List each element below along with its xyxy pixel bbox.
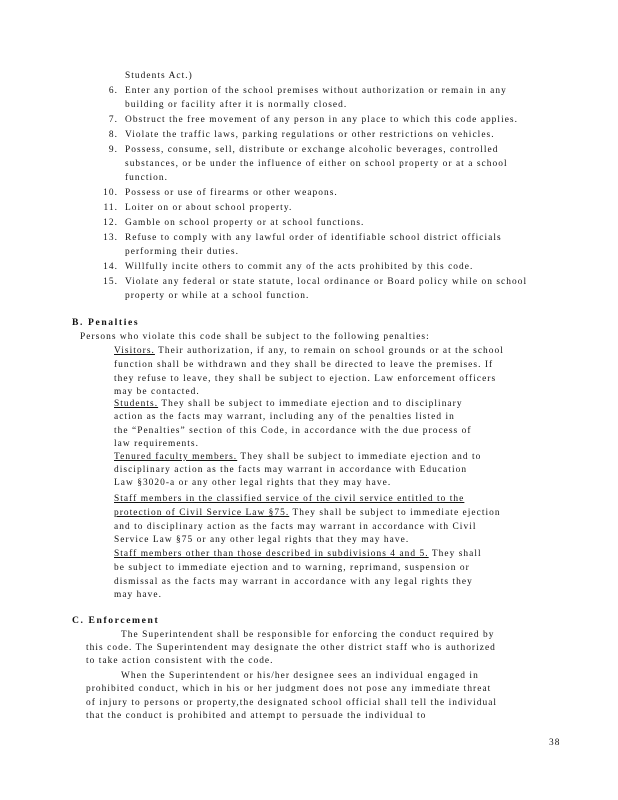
list-item-text: property or while at a school function. [125,291,310,301]
penalty-text: and to disciplinary action as the facts may warrant in accordance with Civil [114,522,477,532]
penalty-text: action as the facts may warrant, including any of the penalties listed in [114,412,455,422]
enforcement-text: The Superintendent shall be responsible for enforcing the conduct required by [121,630,495,640]
list-item-text: Willfully incite others to commit any of the acts prohibited by this code. [125,262,474,272]
penalties-heading: B. Penalties [72,317,140,328]
penalty-text-rest: They shall be subject to immediate ejection and to [237,452,482,462]
enforcement-text: of injury to persons or property,the designated school official shall tell the individual [86,698,498,708]
penalty-text [114,345,504,357]
page-number: 38 [549,738,561,748]
penalty-text: dismissal as the facts may warrant in accordance with any legal rights they [114,577,473,587]
penalty-term: Students. [114,399,159,409]
penalty-text [114,451,481,463]
list-item-number: 9. [108,145,118,155]
list-item-text: substances, or be under the influence of either on school property or at a school [125,159,508,169]
penalty-text-rest: They shall be subject to immediate ejection and to disciplinary [158,399,463,409]
list-item-number: 8. [108,130,118,140]
penalty-text-rest: They shall [428,549,482,559]
enforcement-heading: C. Enforcement [72,615,160,626]
list-item-number: 11. [103,203,118,213]
list-item-text: Possess or use of firearms or other weapons. [125,188,338,198]
list-item-number: 10. [103,188,118,198]
list-item-text: Violate any federal or state statute, local ordinance or Board policy while on school [125,277,528,287]
list-item-text: Violate the traffic laws, parking regulations or other restrictions on vehicles. [125,130,495,140]
penalty-term: Staff members other than those described in subdivisions 4 and 5. [114,549,429,559]
penalty-text: the “Penalties” section of this Code, in accordance with the due process of [114,426,472,436]
list-item-text: building or facility after it is normally closed. [125,100,348,110]
penalty-text: may have. [114,590,162,600]
penalty-text: Law §3020-a or any other legal rights that they may have. [114,478,392,488]
list-item-text: Loiter on or about school property. [125,203,293,213]
enforcement-text: to take action consistent with the code. [86,656,274,666]
penalty-text [114,398,463,410]
penalty-text: they refuse to leave, they shall be subject to ejection. Law enforcement officers [114,374,497,384]
penalty-text: function shall be withdrawn and they shall be directed to leave the premises. If [114,360,494,370]
enforcement-text: prohibited conduct, which in his or her judgment does not pose any immediate threat [86,684,492,694]
penalty-term: Tenured faculty members. [114,452,238,462]
list-item-text: function. [125,173,169,183]
list-item-number: 15. [103,277,118,287]
penalty-term: Visitors. [114,346,155,356]
list-item-text: Refuse to comply with any lawful order of identifiable school district officials [125,233,502,243]
list-item-number: 12. [103,218,118,228]
penalty-text: law requirements. [114,439,200,449]
list-item-number: 6. [108,86,118,96]
list-item-text: Enter any portion of the school premises without authorization or remain in any [125,86,507,96]
penalty-text: Service Law §75 or any other legal rights that they may have. [114,535,410,545]
penalty-text: be subject to immediate ejection and to warning, reprimand, suspension or [114,563,470,573]
list-item-number: 13. [103,233,118,243]
penalty-text-rest: Their authorization, if any, to remain on school grounds or at the school [154,346,504,356]
continuation-line: Students Act.) [125,71,193,81]
penalty-text: may be contacted. [114,387,200,397]
list-item-number: 7. [108,115,118,125]
penalty-text [114,507,501,519]
penalty-text: disciplinary action as the facts may warrant in accordance with Education [114,465,468,475]
penalty-term: protection of Civil Service Law §75. [114,508,290,518]
list-item-text: Possess, consume, sell, distribute or exchange alcoholic beverages, controlled [125,145,499,155]
penalty-text [114,548,482,560]
penalty-text-rest: They shall be subject to immediate ejection [289,508,501,518]
list-item-text: performing their duties. [125,247,239,257]
list-item-text: Gamble on school property or at school functions. [125,218,365,228]
enforcement-text: that the conduct is prohibited and attempt to persuade the individual to [86,711,427,721]
enforcement-text: this code. The Superintendent may designate the other district staff who is authorized [86,643,496,653]
list-item-text: Obstruct the free movement of any person in any place to which this code applies. [125,115,519,125]
penalties-intro: Persons who violate this code shall be subject to the following penalties: [80,332,430,342]
list-item-number: 14. [103,262,118,272]
penalty-term: Staff members in the classified service of the civil service entitled to the [114,494,465,504]
enforcement-text: When the Superintendent or his/her designee sees an individual engaged in [121,671,479,681]
